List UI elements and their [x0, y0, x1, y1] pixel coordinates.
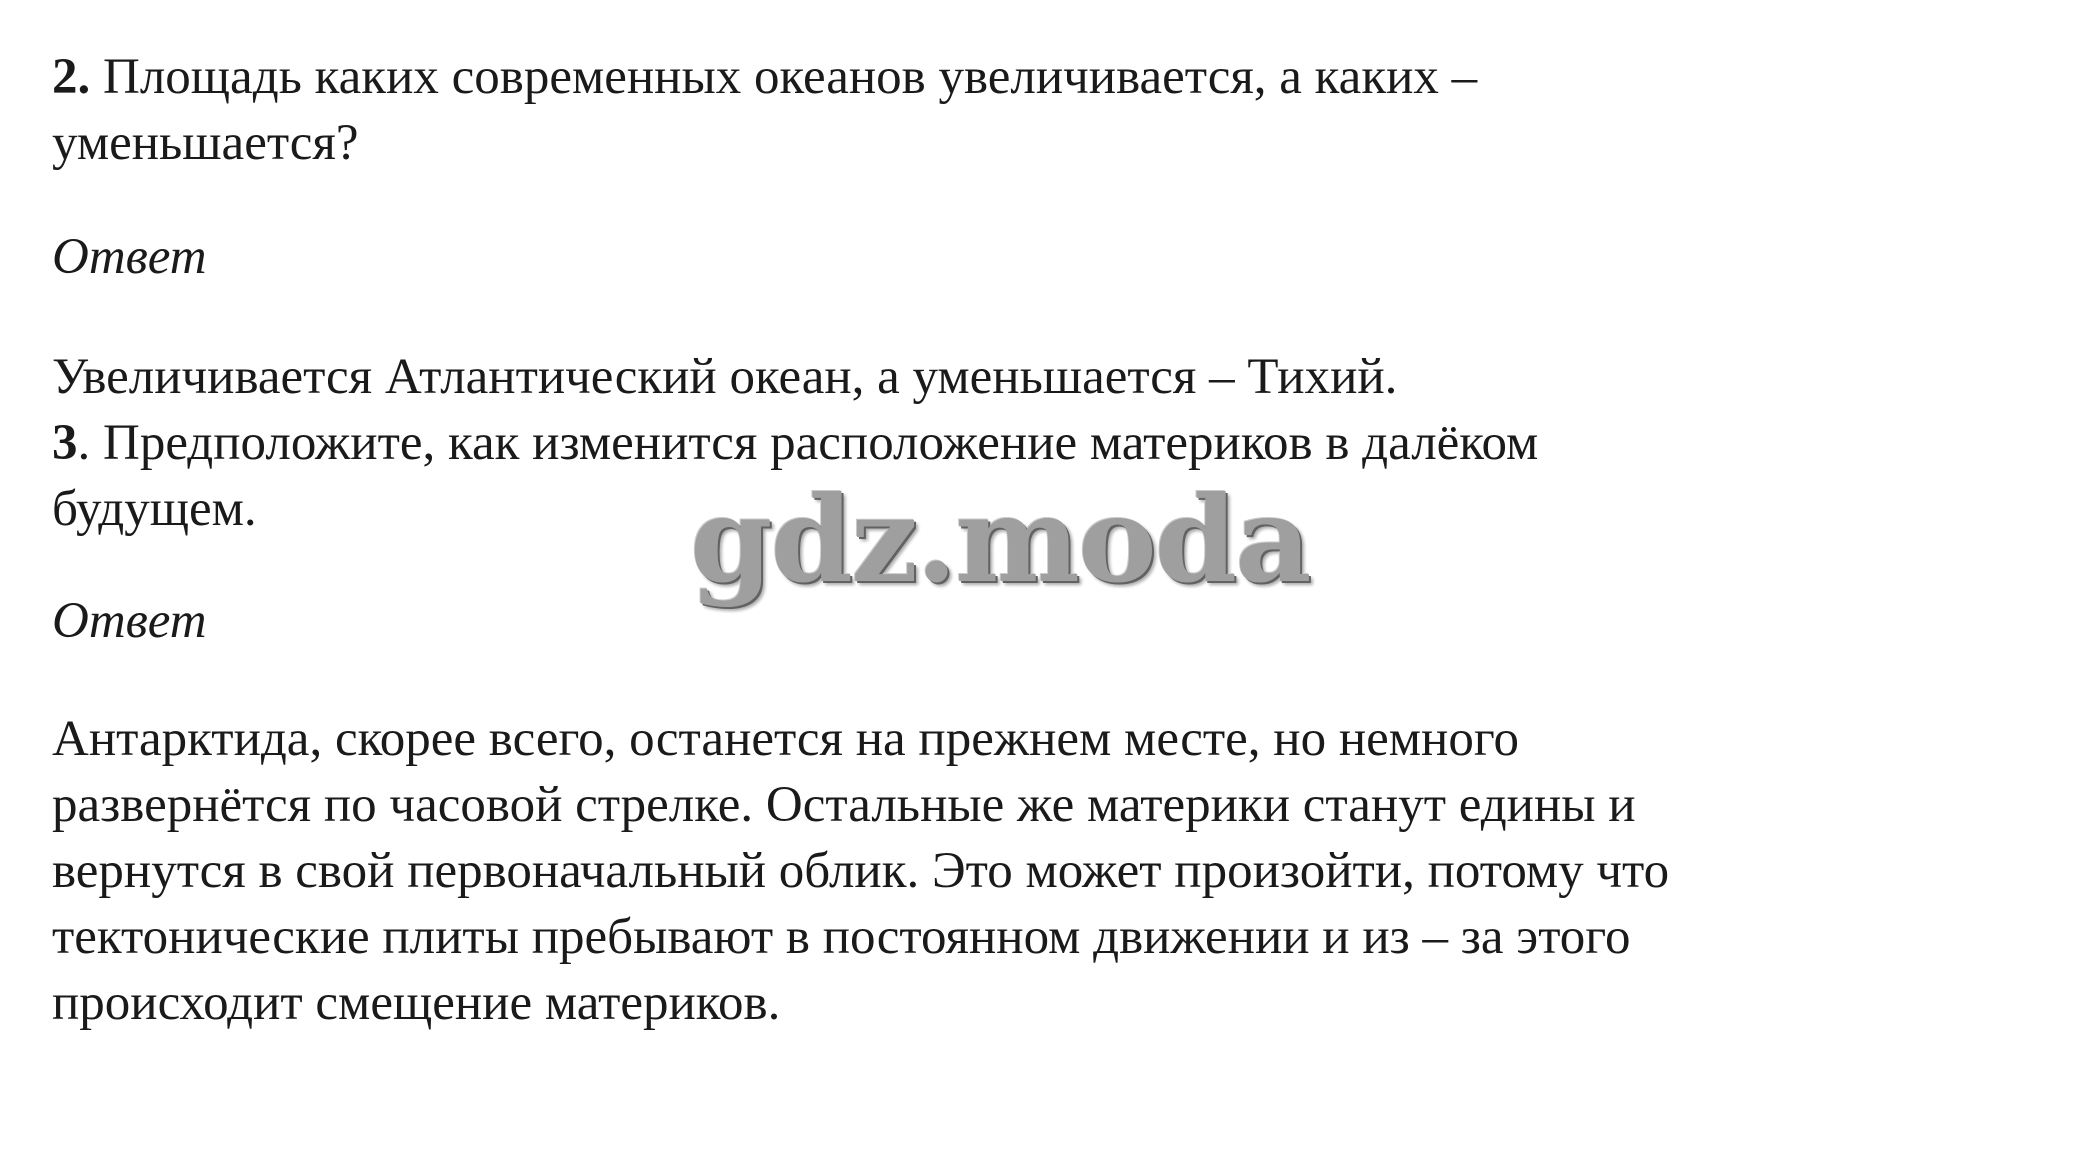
answer-3-line: Антарктида, скорее всего, останется на прежнем месте, но немного	[52, 711, 1519, 767]
answer-3-text	[52, 706, 2012, 1036]
answer-3-line: развернётся по часовой стрелке. Остальные же материки станут едины и	[52, 777, 1636, 833]
answer-2-text: Увеличивается Атлантический океан, а уменьшается – Тихий.	[52, 349, 1398, 405]
answer-3-line: тектонические плиты пребывают в постоянном движении и из – за этого	[52, 909, 1631, 965]
watermark-logo: gdz.moda	[690, 470, 1310, 609]
question-3-line-1	[52, 410, 2012, 476]
question-2-text-1: Площадь каких современных океанов увеличивается, а каких –	[90, 49, 1478, 105]
question-2-number: 2.	[52, 49, 91, 105]
answer-3-line: происходит смещение материков.	[52, 975, 781, 1031]
question-2	[52, 44, 2012, 176]
answer-3-line: вернутся в свой первоначальный облик. Это может произойти, потому что	[52, 843, 1670, 899]
question-3-text-1: . Предположите, как изменится расположение материков в далёком	[77, 415, 1539, 471]
question-2-line-2: уменьшается?	[52, 115, 359, 171]
question-2-line-1	[52, 44, 2012, 110]
answer-3-label: Ответ	[52, 593, 207, 649]
question-3-line-2: будущем.	[52, 481, 257, 537]
answer-2-label: Ответ	[52, 229, 207, 285]
question-3-number: 3	[52, 415, 78, 471]
